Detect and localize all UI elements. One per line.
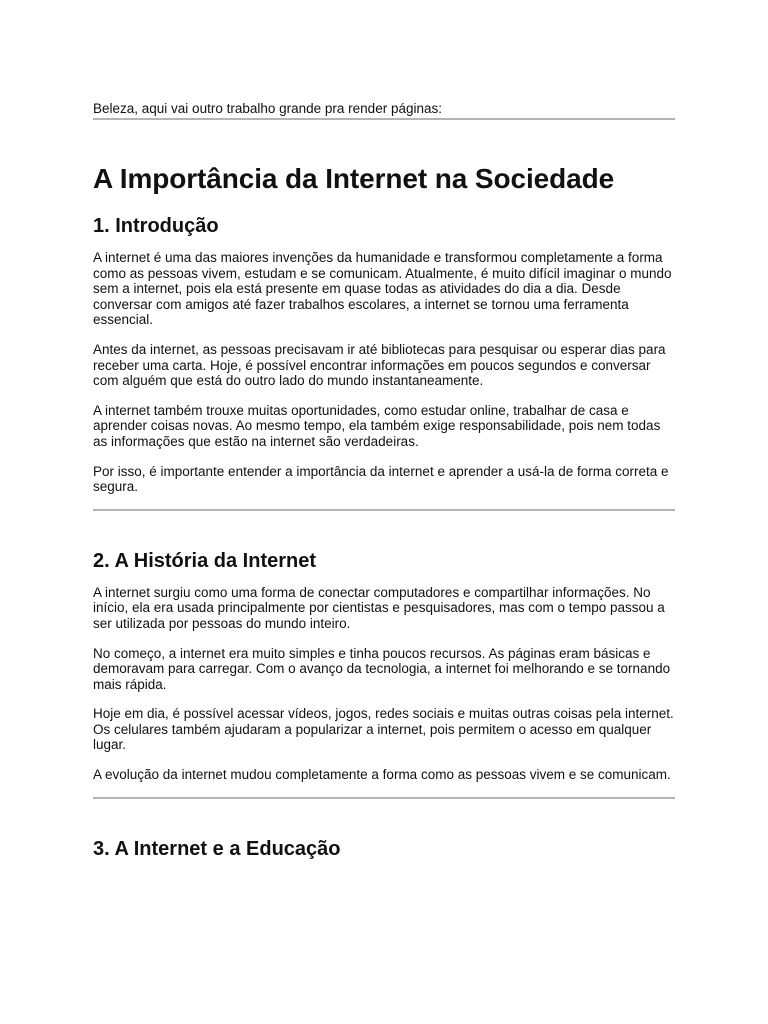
divider: [93, 509, 675, 511]
paragraph: Hoje em dia, é possível acessar vídeos, jogos, redes sociais e muitas outras coisas pela internet. Os celulares também ajudaram a popularizar a internet, pois permitem o acesso em qualquer lugar.: [93, 706, 674, 753]
section-heading: 3. A Internet e a Educação: [93, 837, 341, 860]
paragraph: A internet surgiu como uma forma de conectar computadores e compartilhar informações. No início, ela era usada principalmente por cientistas e pesquisadores, mas com o tempo passou a ser utilizada por pessoas do mundo inteiro.: [93, 584, 665, 631]
section-educacao: [93, 837, 675, 861]
divider: [93, 797, 675, 799]
paragraph: Antes da internet, as pessoas precisavam ir até bibliotecas para pesquisar ou esperar dias para receber uma carta. Hoje, é possível encontrar informações em poucos segundos e conversar com alguém que está do outro lado do mundo instantaneamente.: [93, 341, 666, 389]
paragraph: A internet é uma das maiores invenções da humanidade e transformou completamente a forma como as pessoas vivem, estudam e se comunicam. Atualmente, é muito difícil imaginar o mundo sem a internet, pois ela está presente em quase todas as atividades do dia a dia. Desde conversar com amigos até fazer trabalhos escolares, a internet se tornou uma ferramenta essencial.: [93, 250, 672, 328]
intro-line: Beleza, aqui vai outro trabalho grande pra render páginas:: [93, 101, 442, 116]
divider: [93, 118, 675, 120]
document-title: A Importância da Internet na Sociedade: [93, 163, 615, 194]
section-historia: [93, 549, 675, 799]
section-heading: 1. Introdução: [93, 215, 219, 237]
section-heading: 2. A História da Internet: [93, 549, 317, 572]
paragraph: Por isso, é importante entender a importância da internet e aprender a usá-la de forma correta e segura.: [93, 463, 669, 495]
paragraph: No começo, a internet era muito simples e tinha poucos recursos. As páginas eram básicas e demoravam para carregar. Com o avanço da tecnologia, a internet foi melhorando e se tornando mais rápida.: [93, 645, 671, 692]
section-introducao: [93, 214, 675, 511]
paragraph: A internet também trouxe muitas oportunidades, como estudar online, trabalhar de casa e aprender coisas novas. Ao mesmo tempo, ela também exige responsabilidade, pois nem todas as informações que estão na internet são verdadeiras.: [93, 402, 661, 449]
paragraph: A evolução da internet mudou completamente a forma como as pessoas vivem e se comunicam.: [93, 767, 671, 783]
